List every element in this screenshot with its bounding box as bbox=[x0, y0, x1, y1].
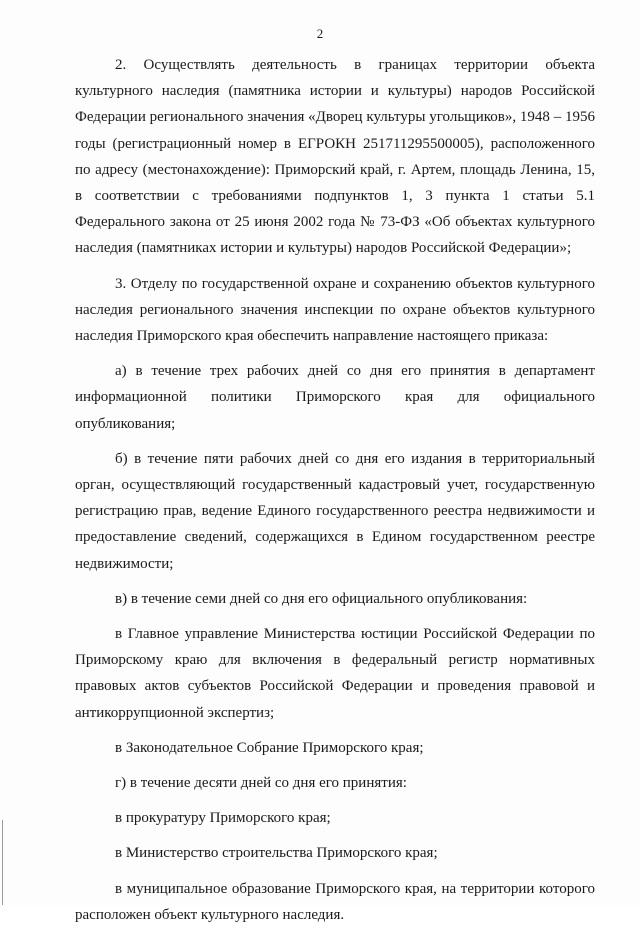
paragraph-ministry-justice: в Главное управление Министерства юстиции Российской Федерации по Приморскому краю для включения в федеральный регистр нормативных правовых актов субъектов Российской Федерации и проведения правовой и антикоррупционной экспертиз; bbox=[75, 626, 595, 721]
paragraph-prosecutor: в прокуратуру Приморского края; bbox=[115, 810, 331, 827]
page-number: 2 bbox=[316, 26, 324, 41]
paragraph-item-2: 2. Осуществлять деятельность в границах территории объекта культурного наследия (памятника истории и культуры) народов Российской Федерации регионального значения «Дворец культуры угольщиков», 1948 – 1956 годы (регистрационный номер в ЕГРОКН 251711295500005), расположенного по адресу (местонахождение): Приморский край, г. Артем, площадь Ленина, 15, в соответствии с требованиями подпунктов 1, 3 пункта 1 статьи 5.1 Федерального закона от 25 июня 2002 года № 73-ФЗ «Об объектах культурного наследия (памятниках истории и культуры) народов Российской Федерации»; bbox=[75, 57, 595, 257]
document-body bbox=[75, 52, 595, 928]
paragraph-subitem-a: а) в течение трех рабочих дней со дня его принятия в департамент информационной политики Приморского края для официального опубликования; bbox=[75, 363, 595, 432]
paragraph-ministry-construction: в Министерство строительства Приморского края; bbox=[115, 845, 438, 862]
paragraph-legislative-assembly: в Законодательное Собрание Приморского края; bbox=[115, 739, 424, 756]
paragraph-item-3: 3. Отделу по государственной охране и сохранению объектов культурного наследия регионального значения инспекции по охране объектов культурного наследия Приморского края обеспечить направление настоящего приказа: bbox=[75, 275, 595, 345]
paragraph-subitem-b: б) в течение пяти рабочих дней со дня его издания в территориальный орган, осуществляющий государственный кадастровый учет, государственную регистрацию прав, ведение Единого государственного реестра недвижимости и предоставление сведений, содержащихся в Едином государственном реестре недвижимости; bbox=[75, 450, 595, 572]
paragraph-municipality: в муниципальное образование Приморского края, на территории которого расположен объект культурного наследия. bbox=[75, 880, 595, 923]
scan-edge-line bbox=[2, 820, 3, 905]
paragraph-subitem-g: г) в течение десяти дней со дня его принятия: bbox=[115, 775, 407, 792]
paragraph-subitem-v: в) в течение семи дней со дня его официального опубликования: bbox=[115, 590, 528, 607]
